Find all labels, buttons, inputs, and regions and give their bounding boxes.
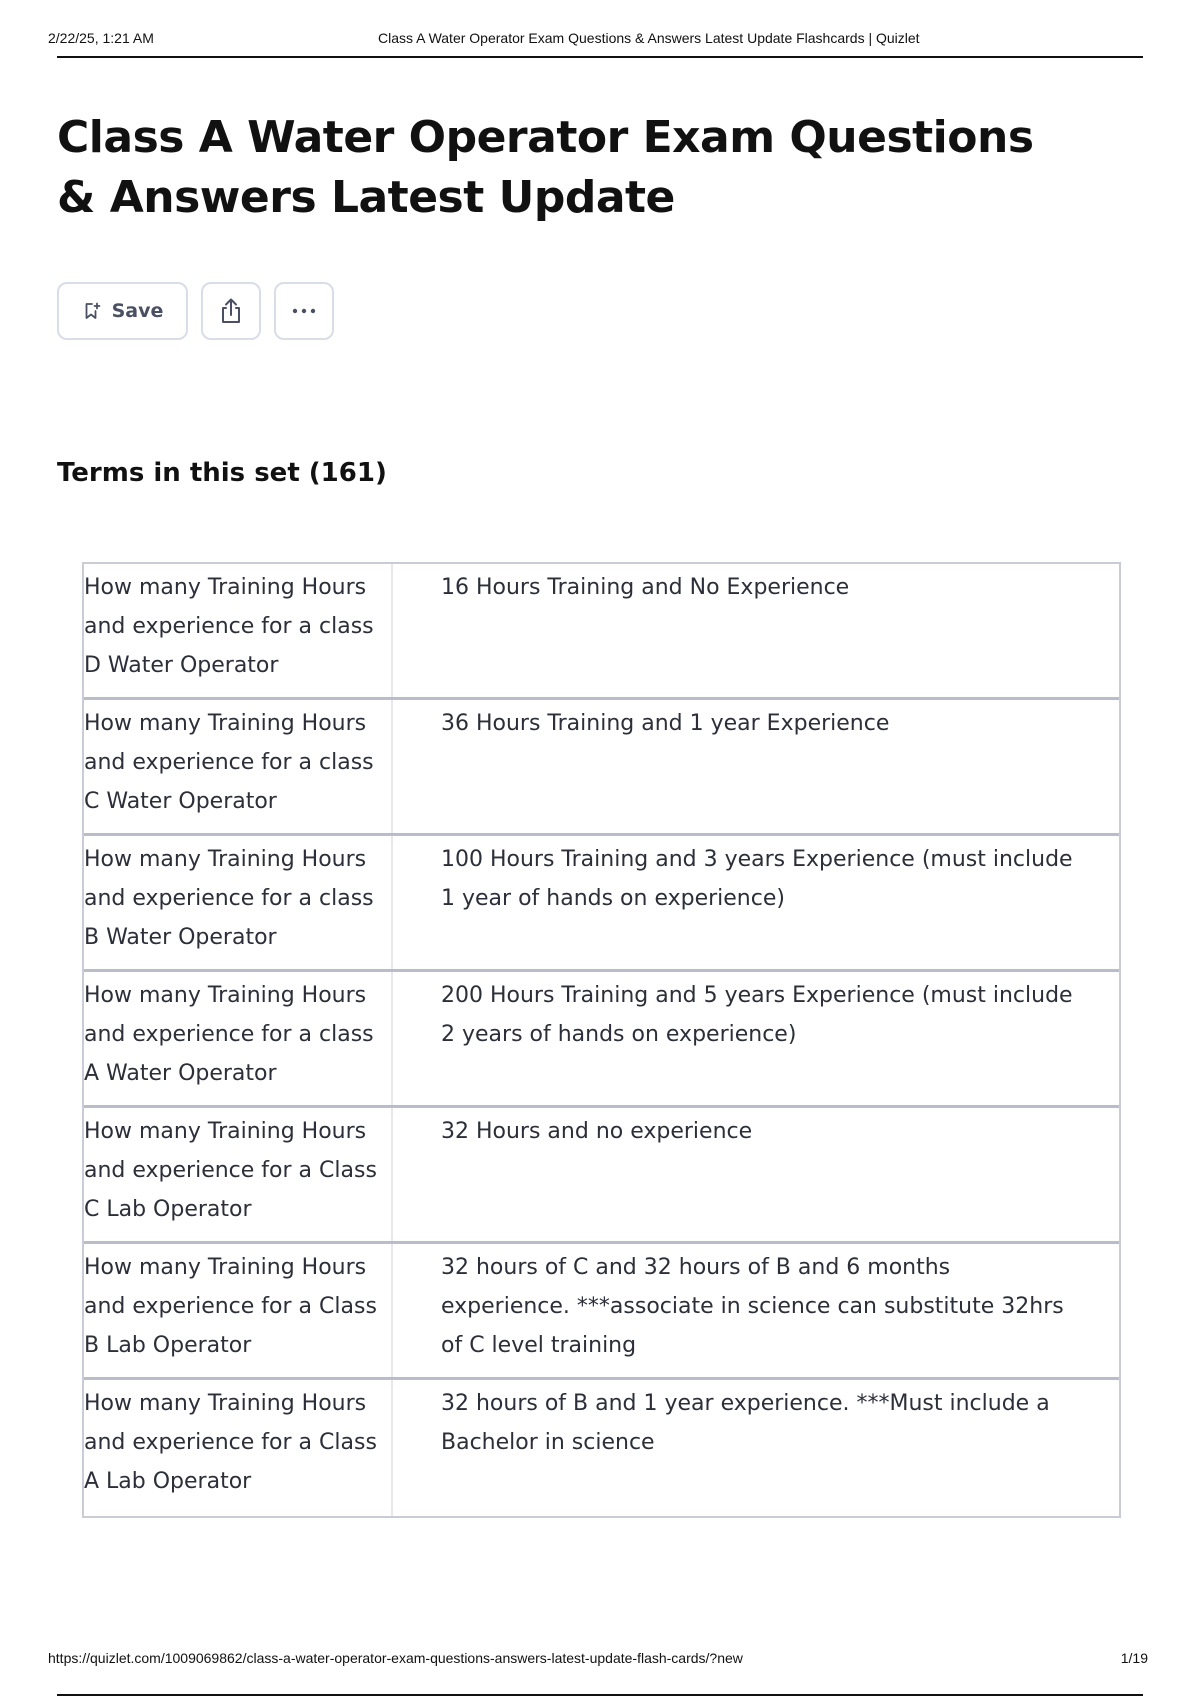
term-row [84, 1380, 1119, 1516]
bookmark-add-icon [82, 301, 102, 321]
save-button-label: Save [111, 300, 164, 322]
more-options-button[interactable] [274, 282, 334, 340]
footer-divider [57, 1694, 1143, 1696]
term-text: How many Training Hours and experience for a Class B Lab Operator [84, 1244, 393, 1377]
header-divider [57, 56, 1143, 58]
term-row [84, 700, 1119, 836]
definition-text: 100 Hours Training and 3 years Experience (must include 1 year of hands on experience) [441, 847, 1073, 911]
term-text: How many Training Hours and experience for a class C Water Operator [84, 700, 393, 833]
print-footer [48, 1650, 1148, 1672]
page-title: Class A Water Operator Exam Questions & Answers Latest Update [57, 112, 1034, 223]
term-row [84, 1108, 1119, 1244]
print-header [48, 30, 1142, 58]
definition-text: 16 Hours Training and No Experience [441, 575, 850, 600]
term-row [84, 972, 1119, 1108]
term-row [84, 1244, 1119, 1380]
save-button[interactable] [57, 282, 188, 340]
term-text: How many Training Hours and experience for a Class C Lab Operator [84, 1108, 393, 1241]
share-button[interactable] [201, 282, 261, 340]
print-datetime: 2/22/25, 1:21 AM [48, 30, 154, 46]
term-row [84, 564, 1119, 700]
definition-text: 200 Hours Training and 5 years Experience (must include 2 years of hands on experience) [441, 983, 1073, 1047]
print-url: https://quizlet.com/1009069862/class-a-water-operator-exam-questions-answers-latest-update-flash-cards/?new [48, 1650, 743, 1666]
terms-section-heading: Terms in this set (161) [57, 458, 387, 488]
definition-text: 32 Hours and no experience [441, 1119, 753, 1144]
definition-text: 32 hours of C and 32 hours of B and 6 months experience. ***associate in science can substitute 32hrs of C level training [441, 1255, 1064, 1358]
term-row [84, 836, 1119, 972]
term-text: How many Training Hours and experience for a class B Water Operator [84, 836, 393, 969]
more-horizontal-icon [291, 307, 317, 315]
print-document-title: Class A Water Operator Exam Questions & Answers Latest Update Flashcards | Quizlet [378, 30, 920, 46]
share-icon [217, 296, 245, 326]
terms-table [82, 562, 1121, 1518]
term-text: How many Training Hours and experience for a Class A Lab Operator [84, 1380, 393, 1516]
page-number: 1/19 [1120, 1650, 1148, 1666]
term-text: How many Training Hours and experience for a class A Water Operator [84, 972, 393, 1105]
definition-text: 32 hours of B and 1 year experience. ***Must include a Bachelor in science [441, 1391, 1050, 1455]
term-text: How many Training Hours and experience for a class D Water Operator [84, 564, 393, 697]
definition-text: 36 Hours Training and 1 year Experience [441, 711, 890, 736]
